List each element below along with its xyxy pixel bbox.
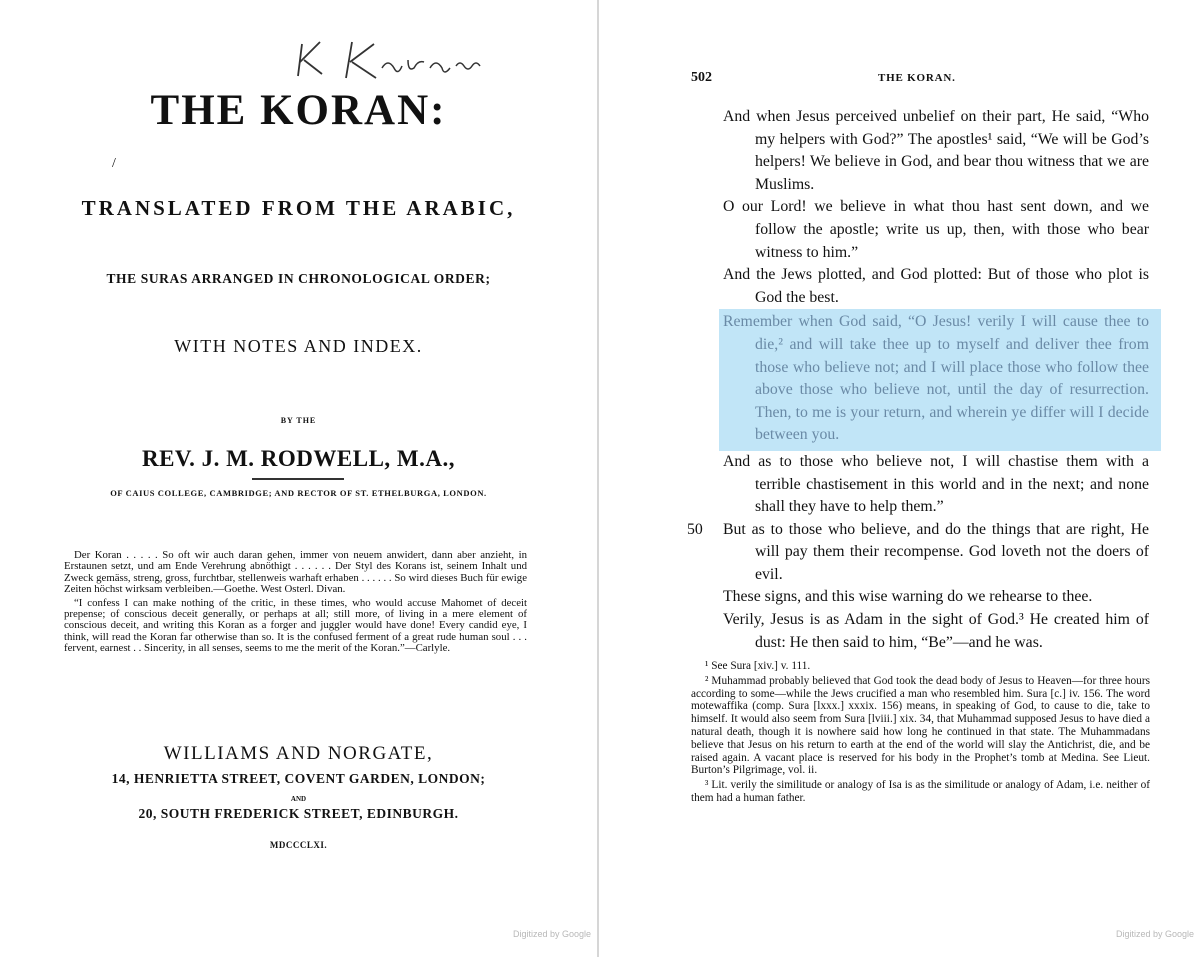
verse: And the Jews plotted, and God plotted: But of those who plot is God the best. — [723, 266, 1149, 306]
stray-mark: / — [112, 156, 116, 171]
footnote: ³ Lit. verily the similitude or analogy of Isa is as the similitude or analogy of Adam, i.e. neither of them had a human father. — [691, 779, 1150, 804]
author-underline — [252, 478, 344, 480]
book-title: THE KORAN: — [150, 87, 447, 134]
highlighted-verse[interactable]: Remember when God said, “O Jesus! verily I will cause thee to die,² and will take thee up to myself and deliver thee from those who believe not; and I will place those who follow thee above those who believe not, until the day of resurrection. Then, to me is your return, and wherein ye differ will I decide between you. — [719, 309, 1161, 451]
by-the-line: BY THE — [280, 416, 317, 425]
verse-list — [687, 106, 1149, 654]
right-watermark: Digitized by Google — [1115, 929, 1194, 939]
notes-line: WITH NOTES AND INDEX. — [174, 336, 423, 356]
verse: And when Jesus perceived unbelief on their part, He said, “Who my helpers with God?” The apostles¹ said, “We will be God’s helpers! We believe in God, and bear thou witness that we are Muslims. — [723, 108, 1149, 193]
publication-date: MDCCCLXI. — [269, 840, 328, 850]
verse-number: 50 — [687, 520, 703, 538]
running-head: THE KORAN. — [878, 72, 956, 84]
publisher-name: WILLIAMS AND NORGATE, — [163, 743, 434, 764]
verse: Verily, Jesus is as Adam in the sight of God.³ He created him of dust: He then said to him, “Be”—and he was. — [723, 611, 1149, 651]
footnote: ¹ See Sura [xiv.] v. 111. — [705, 660, 811, 672]
epigraph-quotes — [64, 550, 527, 657]
left-watermark: Digitized by Google — [512, 929, 591, 939]
book-subtitle: TRANSLATED FROM THE ARABIC, — [81, 196, 516, 220]
author-affiliation: OF CAIUS COLLEGE, CAMBRIDGE; AND RECTOR OF ST. ETHELBURGA, LONDON. — [110, 488, 487, 498]
handwritten-annotation — [290, 32, 510, 87]
verse: And as to those who believe not, I will chastise them with a terrible chastisement in this world and in the next; and none shall they have to help them.” — [723, 452, 1149, 516]
publisher-address-edinburgh: 20, SOUTH FREDERICK STREET, EDINBURGH. — [138, 806, 459, 821]
verse: These signs, and this wise warning do we rehearse to thee. — [723, 588, 1093, 606]
verse: 50 But as to those who believe, and do the things that are right, He will pay them their recompense. God loveth not the doers of evil. — [687, 520, 1149, 583]
author-name: REV. J. M. RODWELL, M.A., — [141, 446, 455, 471]
title-page — [0, 0, 597, 957]
footnotes — [691, 660, 1150, 807]
goethe-quote: Der Koran . . . . . So oft wir auch daran gehen, immer von neuem anwidert, dann aber anzieht, in Erstaunen setzt, und am Ende Verehrung abnöthigt . . . . . . Der Styl des Korans ist, seinem Inhalt und Zweck gemäss, streng, gross, furchtbar, stellenweis warhaft erhaben . . . . . . So wird dieses Buch für ewige Zeiten höchst wirksam verbleiben.—Goethe. West Osterl. Divan. — [64, 549, 527, 596]
verse: O our Lord! we believe in what thou hast sent down, and we follow the apostle; write us up, then, with those who bear witness to him.” — [723, 198, 1149, 261]
carlyle-quote: “I confess I can make nothing of the critic, in these times, who would accuse Mahomet of deceit prepense; of conscious deceit generally, or perhaps at all; still more, of living in a mere element of conscious deceit, and writing this Koran as a forger and juggler would have done! Every candid eye, I think, will read the Koran far otherwise than so. It is the confused ferment of a great rude human soul . . . fervent, earnest . . Sincerity, in all senses, seems to me the merit of the Koran.”—Carlyle. — [64, 596, 527, 655]
footnote: ² Muhammad probably believed that God took the dead body of Jesus to Heaven—for three hours according to some—while the Jews crucified a man who resembled him. Sura [c.] iv. 156. The word motewaffika (comp. Sura [lxxx.] xxxix. 156) means, in speaking of God, to cause to die, take to himself. It would also seem from Sura [lviii.] xix. 34, that Muhammad supposed Jesus to have died a natural death, though it is nowhere said how long he continued in that state. The Muhammadans believe that Jesus on his return to earth at the end of the world will slay the Antichrist, die, and be raised again. A vacant place is reserved for his body in the Prophet’s tomb at Medina. See Lieut. Burton’s Pilgrimage, vol. ii. — [691, 674, 1150, 777]
publisher-address-london: 14, HENRIETTA STREET, COVENT GARDEN, LONDON; — [111, 771, 486, 786]
address-conjunction: AND — [290, 795, 307, 803]
suras-line: THE SURAS ARRANGED IN CHRONOLOGICAL ORDER; — [106, 271, 491, 286]
page-number: 502 — [691, 70, 712, 85]
text-page — [599, 0, 1200, 957]
